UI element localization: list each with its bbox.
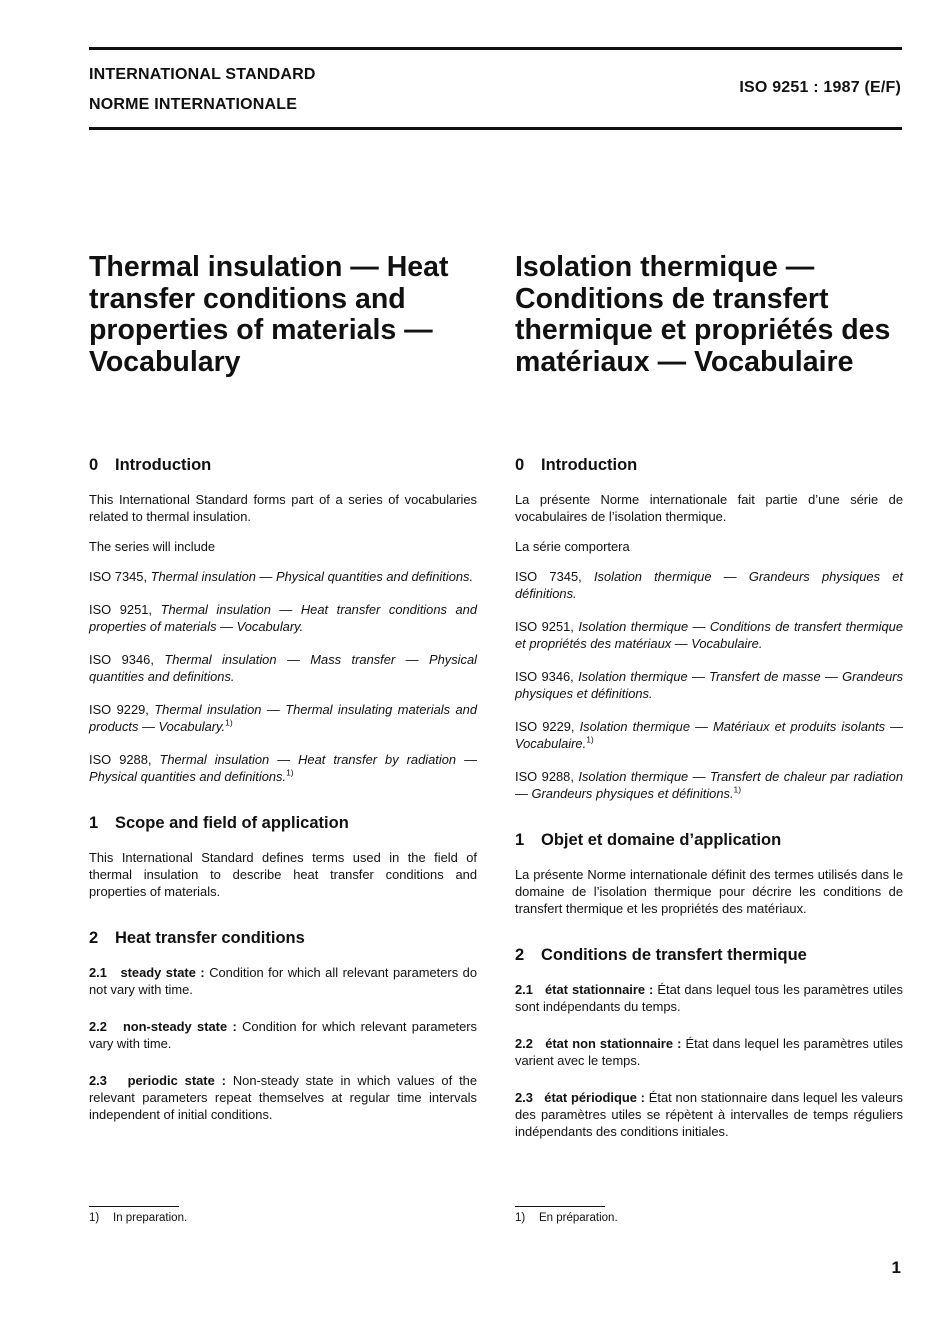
footnote-en	[89, 1212, 187, 1224]
reference-title: Thermal insulation — Thermal insulating materials and products — Vocabulary.	[89, 702, 477, 734]
section-title: Introduction	[541, 456, 638, 474]
footnote-rule-fr	[515, 1206, 605, 1207]
reference-code: ISO 7345,	[89, 569, 148, 584]
section-heading-1	[89, 813, 477, 833]
section-number: 1	[515, 831, 525, 849]
section-title: Scope and field of application	[115, 814, 349, 832]
footnote-text: In preparation.	[113, 1212, 188, 1224]
reference-item	[89, 651, 477, 685]
footnote-text: En préparation.	[539, 1212, 618, 1224]
term-number: 2.1	[515, 982, 533, 997]
term-definition: Condition for which all relevant parameters do not vary with time.	[89, 965, 477, 997]
title-fr-line: matériaux — Vocabulaire	[515, 345, 854, 378]
section-heading-2	[515, 945, 903, 965]
section-title: Conditions de transfert thermique	[541, 946, 807, 964]
column-en	[89, 447, 477, 1123]
section-number: 1	[89, 814, 99, 832]
scope-paragraph: La présente Norme internationale définit des termes utilisés dans le domaine de l’isolation thermique pour décrire les conditions de transfert thermique et les propriétés des matériaux.	[515, 867, 903, 916]
section-heading-1	[515, 830, 903, 850]
header-bottom-rule	[89, 127, 902, 130]
term-definition: Condition for which relevant parameters vary with time.	[89, 1019, 477, 1051]
reference-item	[515, 568, 903, 602]
section-title: Heat transfer conditions	[115, 929, 305, 947]
term-entry	[515, 1035, 903, 1069]
header-line-fr: NORME INTERNATIONALE	[89, 96, 298, 113]
term-entry	[89, 964, 477, 998]
reference-code: ISO 9288,	[515, 769, 574, 784]
footnote-marker: 1)	[733, 784, 742, 795]
footnote-number: 1)	[89, 1212, 100, 1224]
reference-code: ISO 9251,	[515, 619, 574, 634]
reference-code: ISO 9229,	[515, 719, 575, 734]
title-en-line: Thermal insulation — Heat	[89, 251, 449, 283]
term-number: 2.3	[89, 1073, 107, 1088]
reference-code: ISO 9346,	[515, 669, 574, 684]
series-paragraph: The series will include	[89, 539, 216, 554]
header-line-en: INTERNATIONAL STANDARD	[89, 66, 316, 83]
section-heading-0	[515, 455, 903, 475]
intro-paragraph: La présente Norme internationale fait partie d’une série de vocabulaires de l’isolation thermique.	[515, 492, 903, 524]
reference-title: Thermal insulation — Mass transfer — Physical quantities and definitions.	[89, 652, 477, 684]
footnote-marker: 1)	[225, 717, 233, 728]
term-definition: État dans lequel tous les paramètres utiles sont indépendants du temps.	[515, 982, 903, 1014]
section-number: 2	[515, 946, 525, 964]
title-en-line: Vocabulary	[89, 345, 241, 378]
header-top-rule	[89, 47, 902, 50]
reference-item	[89, 568, 477, 585]
header-standard-ref: ISO 9251 : 1987 (E/F)	[739, 79, 901, 96]
reference-title: Thermal insulation — Physical quantities and definitions.	[150, 569, 474, 584]
reference-title: Isolation thermique — Matériaux et produits isolants — Vocabulaire.	[515, 719, 904, 751]
term-number: 2.2	[89, 1019, 107, 1034]
page-number: 1	[891, 1258, 901, 1277]
footnote-marker: 1)	[586, 734, 594, 745]
term-name: état non stationnaire :	[545, 1036, 682, 1051]
term-definition: État non stationnaire dans lequel les valeurs des paramètres utiles se répètent à intervalles de temps réguliers indépendants des conditions initiales.	[515, 1090, 903, 1139]
reference-item	[515, 618, 903, 652]
column-fr	[515, 447, 903, 1140]
term-number: 2.2	[515, 1036, 533, 1051]
reference-item	[515, 718, 903, 752]
section-heading-0	[89, 455, 477, 475]
term-number: 2.3	[515, 1090, 533, 1105]
reference-title: Isolation thermique — Grandeurs physiques et définitions.	[515, 569, 903, 601]
term-name: non-steady state :	[122, 1019, 237, 1034]
reference-title: Thermal insulation — Heat transfer conditions and properties of materials — Vocabulary.	[89, 602, 477, 634]
section-title: Objet et domaine d’application	[541, 831, 782, 849]
term-name: steady state :	[120, 965, 205, 980]
reference-title: Thermal insulation — Heat transfer by radiation — Physical quantities and definitions.	[89, 752, 477, 784]
section-title: Introduction	[115, 456, 212, 474]
reference-title: Isolation thermique — Transfert de chaleur par radiation — Grandeurs physiques et définitions.	[515, 769, 904, 801]
reference-code: ISO 9346,	[89, 652, 154, 667]
reference-item	[515, 668, 903, 702]
reference-item	[89, 601, 477, 635]
term-definition: Non-steady state in which values of the relevant parameters repeat themselves at regular time intervals independent of initial conditions.	[89, 1073, 477, 1122]
term-name: periodic state :	[127, 1073, 226, 1088]
series-paragraph: La série comportera	[515, 539, 630, 554]
footnote-fr	[515, 1212, 618, 1224]
title-fr-line: Conditions de transfert	[515, 282, 829, 315]
title-en-line: transfer conditions and	[89, 282, 406, 315]
title-fr	[515, 252, 935, 378]
scope-paragraph: This International Standard defines terms used in the field of thermal insulation to describe heat transfer conditions and properties of materials.	[89, 850, 477, 899]
section-number: 0	[89, 456, 99, 474]
reference-code: ISO 9229,	[89, 702, 149, 717]
footnote-number: 1)	[515, 1212, 526, 1224]
reference-code: ISO 7345,	[515, 569, 582, 584]
term-number: 2.1	[89, 965, 107, 980]
term-entry	[89, 1072, 477, 1123]
term-entry	[515, 1089, 903, 1140]
reference-code: ISO 9288,	[89, 752, 152, 767]
footnote-marker: 1)	[286, 767, 294, 778]
reference-item	[89, 701, 477, 735]
term-entry	[515, 981, 903, 1015]
section-heading-2	[89, 928, 477, 948]
term-name: état périodique :	[544, 1090, 645, 1105]
term-name: état stationnaire :	[545, 982, 654, 997]
section-number: 0	[515, 456, 525, 474]
term-entry	[89, 1018, 477, 1052]
reference-title: Isolation thermique — Conditions de transfert thermique et propriétés des matériaux — Vocabulaire.	[515, 619, 903, 651]
title-fr-line: thermique et propriétés des	[515, 314, 891, 346]
title-en-line: properties of materials —	[89, 314, 433, 346]
reference-title: Isolation thermique — Transfert de masse — Grandeurs physiques et définitions.	[515, 669, 904, 701]
intro-paragraph: This International Standard forms part of a series of vocabularies related to thermal insulation.	[89, 492, 477, 524]
reference-item	[89, 751, 477, 785]
section-number: 2	[89, 929, 99, 947]
title-fr-line: Isolation thermique —	[515, 251, 815, 283]
reference-code: ISO 9251,	[89, 602, 153, 617]
reference-item	[515, 768, 903, 802]
footnote-rule-en	[89, 1206, 179, 1207]
term-definition: État dans lequel les paramètres utiles varient avec le temps.	[515, 1036, 903, 1068]
title-en	[89, 252, 489, 378]
